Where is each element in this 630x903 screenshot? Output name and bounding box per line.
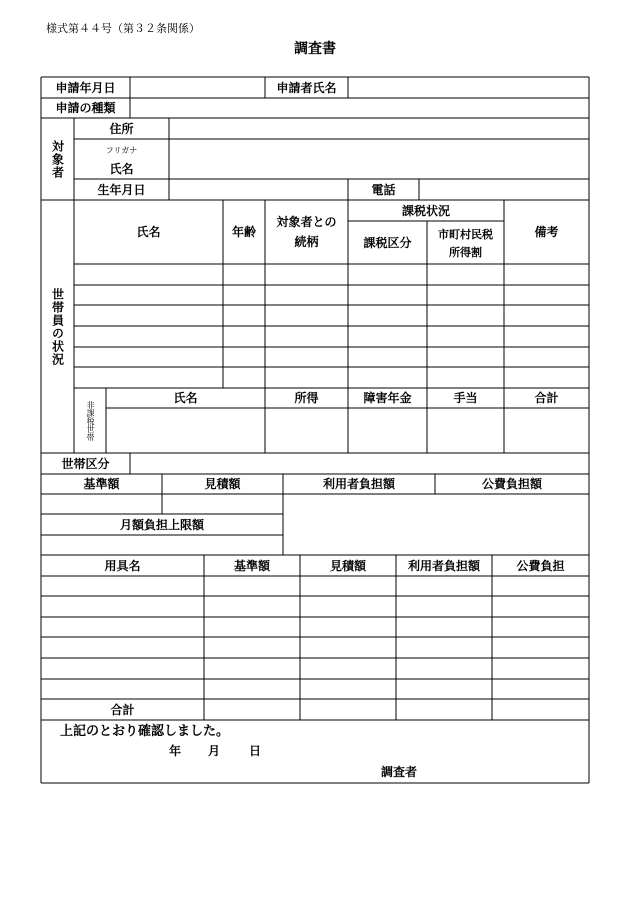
estimate-amount-field[interactable] [162, 494, 283, 514]
phone-label: 電話 [371, 182, 396, 197]
allowance-header: 手当 [453, 391, 478, 405]
confirm-day-label: 日 [249, 744, 262, 758]
address-field[interactable] [169, 118, 589, 139]
tax-category-header: 課税区分 [363, 235, 412, 250]
equipment-row[interactable] [41, 596, 589, 617]
address-label: 住所 [109, 121, 134, 136]
confirm-year-label: 年 [169, 744, 182, 758]
non-taxable-row[interactable] [106, 408, 589, 453]
municipal-tax-header-line2: 所得割 [449, 246, 482, 259]
birthdate-label: 生年月日 [97, 182, 146, 197]
non-taxable-total-header: 合計 [534, 391, 559, 405]
equipment-total-label: 合計 [110, 702, 135, 717]
equipment-standard-header: 基準額 [233, 558, 270, 573]
equipment-estimate-header: 見積額 [329, 558, 366, 573]
investigator-label: 調査者 [381, 765, 418, 779]
income-header: 所得 [294, 391, 319, 405]
relation-header-line2: 続柄 [294, 235, 319, 249]
member-name-header: 氏名 [136, 225, 161, 239]
form-number: 様式第４４号（第３２条関係） [46, 22, 200, 35]
application-date-field[interactable] [130, 77, 265, 98]
public-burden-header: 公費負担額 [481, 477, 542, 491]
household-section-label: 世帯員の状況 [50, 287, 65, 366]
equipment-public-burden-header: 公費負担 [516, 558, 565, 573]
non-taxable-label: 非課税世帯 [86, 400, 95, 441]
household-member-row[interactable] [74, 367, 589, 388]
furigana-label: フリガナ [105, 146, 138, 155]
equipment-row[interactable] [41, 617, 589, 637]
phone-field[interactable] [419, 179, 589, 200]
applicant-name-label: 申請者氏名 [276, 80, 337, 95]
monthly-cap-label: 月額負担上限額 [119, 517, 204, 532]
estimate-amount-header: 見積額 [204, 477, 241, 491]
birthdate-field[interactable] [169, 179, 348, 200]
disability-pension-header: 障害年金 [363, 391, 412, 405]
equipment-row[interactable] [41, 658, 589, 679]
household-category-field[interactable] [130, 453, 589, 474]
household-member-row[interactable] [74, 326, 589, 347]
equipment-name-header: 用具名 [104, 558, 141, 573]
relation-header-line1: 対象者との [276, 215, 337, 229]
subject-name-field[interactable] [169, 139, 589, 179]
confirmation-statement: 上記のとおり確認しました。 [60, 724, 230, 739]
household-member-row[interactable] [74, 347, 589, 367]
municipal-tax-header-line1: 市町村民税 [438, 228, 493, 241]
member-age-header: 年齢 [231, 225, 256, 239]
equipment-row[interactable] [41, 679, 589, 699]
subject-section-label: 対象者 [50, 139, 65, 179]
application-type-field[interactable] [130, 98, 589, 118]
monthly-cap-field[interactable] [41, 535, 283, 555]
application-type-label: 申請の種類 [55, 101, 116, 115]
applicant-name-field[interactable] [348, 77, 589, 98]
household-member-row[interactable] [74, 305, 589, 326]
remarks-header: 備考 [534, 225, 559, 239]
burden-amount-field[interactable] [283, 494, 589, 555]
equipment-user-burden-header: 利用者負担額 [407, 558, 480, 573]
equipment-row[interactable] [41, 637, 589, 658]
equipment-row[interactable] [41, 576, 589, 596]
non-taxable-name-header: 氏名 [173, 391, 198, 405]
household-member-row[interactable] [74, 264, 589, 285]
household-category-label: 世帯区分 [61, 456, 110, 471]
standard-amount-header: 基準額 [83, 477, 120, 491]
confirm-month-label: 月 [208, 744, 221, 758]
page-title: 調査書 [294, 41, 336, 57]
user-burden-header: 利用者負担額 [322, 477, 395, 491]
subject-name-label: 氏名 [109, 162, 134, 176]
standard-amount-field[interactable] [41, 494, 162, 514]
household-member-row[interactable] [74, 285, 589, 305]
application-date-label: 申請年月日 [55, 80, 116, 95]
tax-status-header: 課税状況 [401, 203, 450, 218]
